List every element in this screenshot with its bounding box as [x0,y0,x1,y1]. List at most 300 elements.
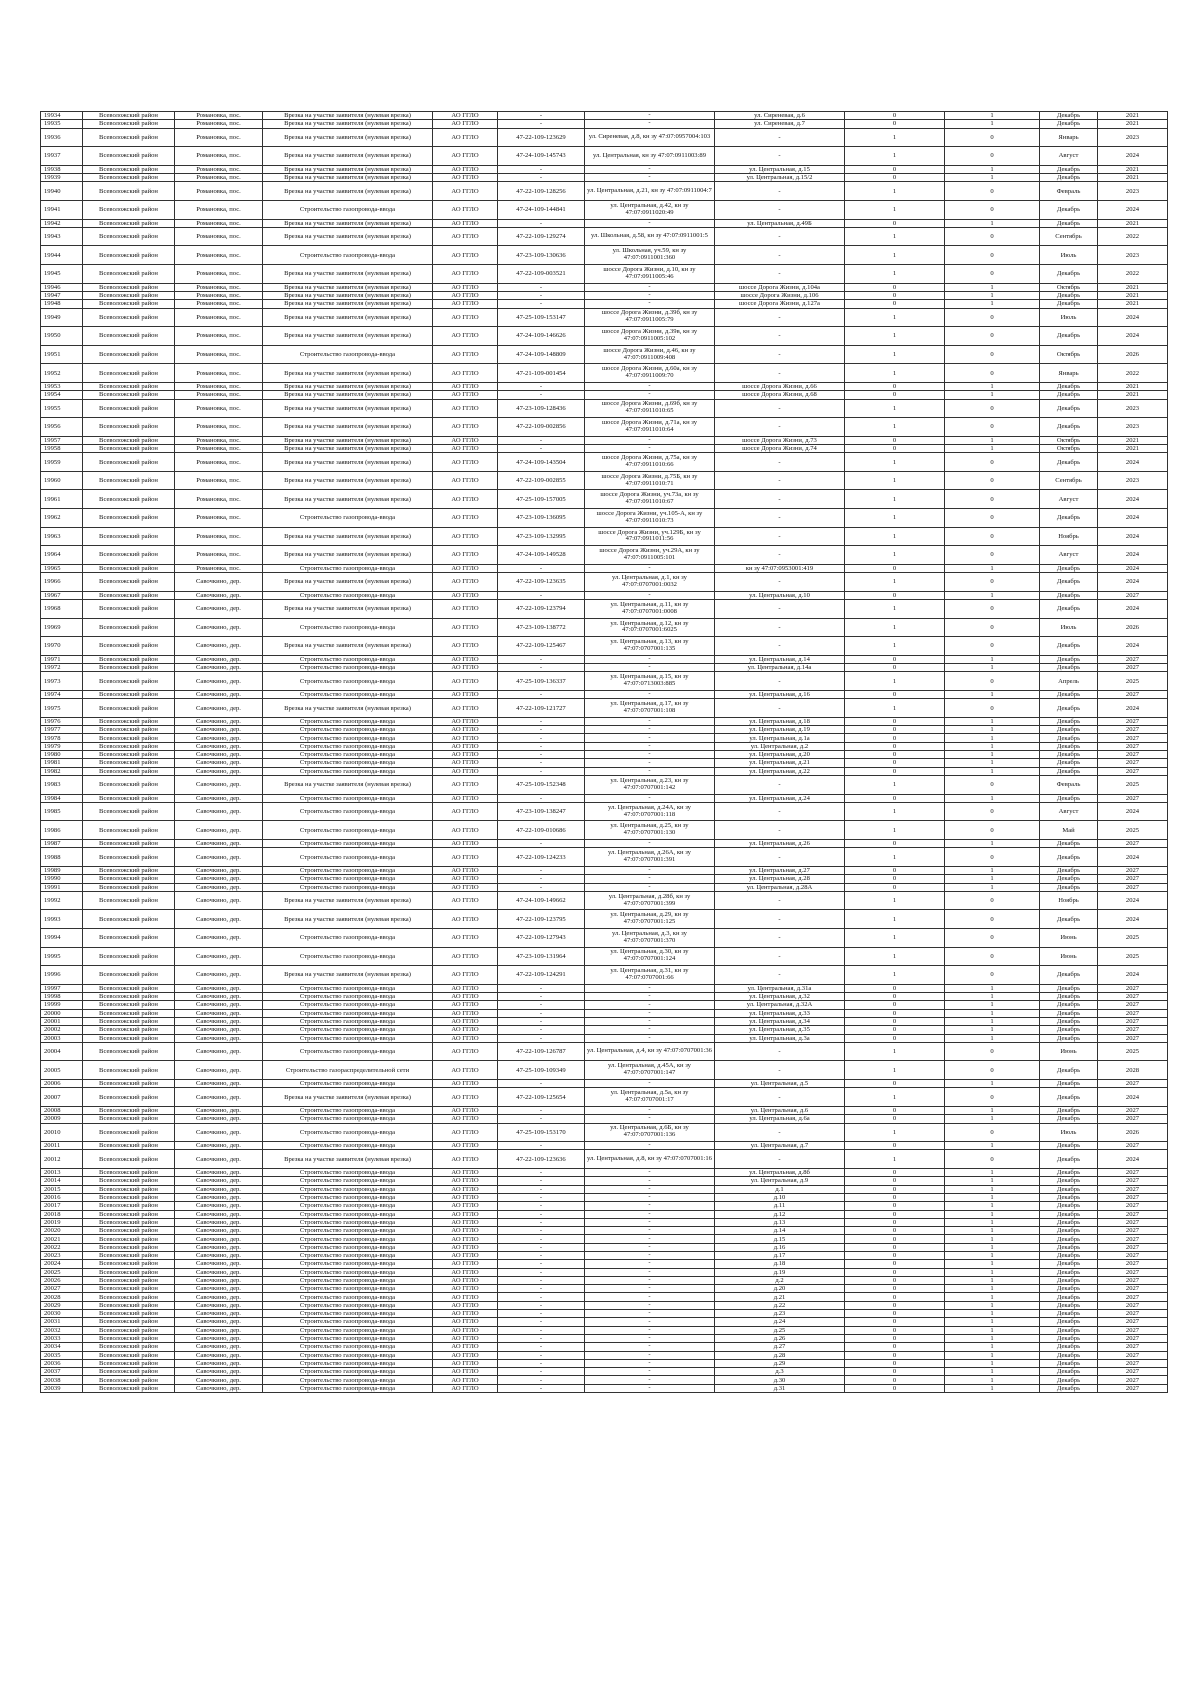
settlement-cell: Савочкино, дер. [175,1243,263,1251]
table-row [41,591,1168,599]
settlement-cell: Савочкино, дер. [175,1368,263,1376]
district-cell: Всеволожский район [83,1106,175,1114]
settlement-cell: Романовка, пос. [175,174,263,182]
count-connected-cell: 1 [945,717,1040,725]
count-applications-cell: 1 [845,418,945,437]
row-number-cell: 20015 [41,1185,83,1193]
year-cell: 2027 [1098,840,1168,848]
address-cadastral-cell: шоссе Дорога Жизни, д.71а, кн зу 47:07:0911010:64 [585,418,715,437]
year-cell: 2027 [1098,1115,1168,1123]
application-number-cell: - [498,655,585,663]
work-type-cell: Врезка на участке заявителя (нулевая врезка) [263,182,433,201]
address-cell: ул. Центральная, д.2 [715,742,845,750]
address-cadastral-cell: - [585,1343,715,1351]
address-cadastral-cell: ул. Центральная, д.23, кн зу 47:07:0707001:142 [585,775,715,794]
organization-cell: АО ГГЛО [433,1042,498,1061]
count-connected-cell: 0 [945,699,1040,718]
district-cell: Всеволожский район [83,174,175,182]
table-row [41,802,1168,821]
settlement-cell: Савочкино, дер. [175,1310,263,1318]
month-cell: Декабрь [1040,1218,1098,1226]
address-cadastral-cell: ул. Школьная, д.58, кн зу 47:07:0911001:5 [585,227,715,246]
year-cell: 2024 [1098,891,1168,910]
address-cadastral-cell: - [585,726,715,734]
count-connected-cell: 1 [945,1193,1040,1201]
address-cell: д.13 [715,1218,845,1226]
address-cell: - [715,399,845,418]
count-connected-cell: 1 [945,174,1040,182]
application-number-cell: 47-23-109-136095 [498,509,585,528]
row-number-cell: 19967 [41,591,83,599]
settlement-cell: Савочкино, дер. [175,1001,263,1009]
table-row [41,120,1168,128]
row-number-cell: 19972 [41,664,83,672]
year-cell: 2024 [1098,910,1168,929]
year-cell: 2025 [1098,947,1168,966]
organization-cell: АО ГГЛО [433,1268,498,1276]
district-cell: Всеволожский район [83,327,175,346]
row-number-cell: 20032 [41,1326,83,1334]
work-type-cell: Врезка на участке заявителя (нулевая врезка) [263,573,433,592]
count-applications-cell: 0 [845,1106,945,1114]
work-type-cell: Строительство газопровода-ввода [263,751,433,759]
table-row [41,364,1168,383]
table-row [41,1169,1168,1177]
count-applications-cell: 0 [845,1017,945,1025]
application-number-cell: - [498,691,585,699]
table-row [41,1123,1168,1142]
organization-cell: АО ГГЛО [433,399,498,418]
organization-cell: АО ГГЛО [433,672,498,691]
address-cadastral-cell: - [585,742,715,750]
application-number-cell: - [498,866,585,874]
work-type-cell: Врезка на участке заявителя (нулевая врезка) [263,391,433,399]
count-connected-cell: 0 [945,527,1040,546]
settlement-cell: Савочкино, дер. [175,1026,263,1034]
organization-cell: АО ГГЛО [433,891,498,910]
count-applications-cell: 1 [845,618,945,637]
row-number-cell: 20023 [41,1252,83,1260]
count-connected-cell: 1 [945,391,1040,399]
work-type-cell: Строительство газопровода-ввода [263,1042,433,1061]
work-type-cell: Врезка на участке заявителя (нулевая врезка) [263,471,433,490]
organization-cell: АО ГГЛО [433,1260,498,1268]
application-number-cell: - [498,1202,585,1210]
address-cell: ул. Центральная, д.32А [715,1001,845,1009]
address-cadastral-cell: - [585,1243,715,1251]
work-type-cell: Врезка на участке заявителя (нулевая врезка) [263,699,433,718]
year-cell: 2027 [1098,734,1168,742]
count-connected-cell: 1 [945,1106,1040,1114]
row-number-cell: 19964 [41,546,83,565]
settlement-cell: Савочкино, дер. [175,1351,263,1359]
table-row [41,966,1168,985]
organization-cell: АО ГГЛО [433,364,498,383]
row-number-cell: 19996 [41,966,83,985]
count-applications-cell: 0 [845,1001,945,1009]
count-connected-cell: 0 [945,891,1040,910]
district-cell: Всеволожский район [83,1115,175,1123]
address-cell: - [715,821,845,840]
count-applications-cell: 0 [845,300,945,308]
count-connected-cell: 0 [945,1061,1040,1080]
month-cell: Август [1040,546,1098,565]
district-cell: Всеволожский район [83,947,175,966]
count-applications-cell: 0 [845,283,945,291]
count-applications-cell: 0 [845,1343,945,1351]
settlement-cell: Савочкино, дер. [175,848,263,867]
settlement-cell: Романовка, пос. [175,327,263,346]
organization-cell: АО ГГЛО [433,453,498,472]
table-row [41,1142,1168,1150]
district-cell: Всеволожский район [83,1343,175,1351]
table-row [41,1001,1168,1009]
district-cell: Всеволожский район [83,1318,175,1326]
address-cadastral-cell: ул. Центральная, д.8, кн зу 47:07:0707001:16 [585,1150,715,1169]
table-row [41,1384,1168,1392]
address-cadastral-cell: - [585,1293,715,1301]
month-cell: Декабрь [1040,300,1098,308]
count-applications-cell: 0 [845,794,945,802]
row-number-cell: 20022 [41,1243,83,1251]
application-number-cell: - [498,1142,585,1150]
month-cell: Декабрь [1040,200,1098,219]
count-applications-cell: 0 [845,1227,945,1235]
count-applications-cell: 0 [845,691,945,699]
settlement-cell: Савочкино, дер. [175,1343,263,1351]
address-cadastral-cell: - [585,1017,715,1025]
work-type-cell: Строительство газопровода-ввода [263,848,433,867]
table-row [41,775,1168,794]
organization-cell: АО ГГЛО [433,1343,498,1351]
month-cell: Сентябрь [1040,227,1098,246]
count-connected-cell: 0 [945,345,1040,364]
table-row [41,1227,1168,1235]
year-cell: 2027 [1098,726,1168,734]
settlement-cell: Савочкино, дер. [175,1009,263,1017]
district-cell: Всеволожский район [83,591,175,599]
count-applications-cell: 1 [845,546,945,565]
count-connected-cell: 0 [945,672,1040,691]
year-cell: 2021 [1098,219,1168,227]
organization-cell: АО ГГЛО [433,1276,498,1284]
application-number-cell: 47-23-109-130636 [498,246,585,265]
address-cadastral-cell: шоссе Дорога Жизни, д.10, кн зу 47:07:0911005:46 [585,265,715,284]
address-cadastral-cell: - [585,382,715,390]
work-type-cell: Строительство газопровода-ввода [263,345,433,364]
organization-cell: АО ГГЛО [433,767,498,775]
work-type-cell: Врезка на участке заявителя (нулевая врезка) [263,120,433,128]
count-connected-cell: 1 [945,1343,1040,1351]
application-number-cell: - [498,436,585,444]
address-cadastral-cell: ул. Центральная, д.21, кн зу 47:07:0911004:7 [585,182,715,201]
settlement-cell: Савочкино, дер. [175,1088,263,1107]
table-row [41,875,1168,883]
settlement-cell: Савочкино, дер. [175,1042,263,1061]
address-cadastral-cell: - [585,1301,715,1309]
address-cell: ул. Центральная, д.5 [715,1080,845,1088]
year-cell: 2024 [1098,1088,1168,1107]
year-cell: 2025 [1098,775,1168,794]
application-number-cell: - [498,1034,585,1042]
district-cell: Всеволожский район [83,453,175,472]
district-cell: Всеволожский район [83,691,175,699]
work-type-cell: Строительство газопровода-ввода [263,1115,433,1123]
application-number-cell: - [498,165,585,173]
table-row [41,1326,1168,1334]
application-number-cell: 47-22-109-123629 [498,128,585,147]
organization-cell: АО ГГЛО [433,291,498,299]
district-cell: Всеволожский район [83,444,175,452]
settlement-cell: Савочкино, дер. [175,1106,263,1114]
register-body [41,112,1168,1393]
application-number-cell: 47-25-109-109349 [498,1061,585,1080]
settlement-cell: Савочкино, дер. [175,699,263,718]
table-row [41,1088,1168,1107]
address-cadastral-cell: - [585,875,715,883]
district-cell: Всеволожский район [83,1310,175,1318]
count-applications-cell: 0 [845,436,945,444]
address-cadastral-cell: ул. Центральная, д.11, кн зу 47:07:0707001:0008 [585,600,715,619]
row-number-cell: 19963 [41,527,83,546]
table-row [41,1368,1168,1376]
district-cell: Всеволожский район [83,600,175,619]
organization-cell: АО ГГЛО [433,848,498,867]
district-cell: Всеволожский район [83,1334,175,1342]
table-row [41,200,1168,219]
count-applications-cell: 0 [845,1009,945,1017]
count-applications-cell: 0 [845,1115,945,1123]
organization-cell: АО ГГЛО [433,883,498,891]
gasification-register-table [40,111,1168,1393]
settlement-cell: Романовка, пос. [175,391,263,399]
settlement-cell: Савочкино, дер. [175,1150,263,1169]
row-number-cell: 20018 [41,1210,83,1218]
address-cadastral-cell: - [585,219,715,227]
address-cell: - [715,775,845,794]
settlement-cell: Романовка, пос. [175,382,263,390]
settlement-cell: Савочкино, дер. [175,655,263,663]
district-cell: Всеволожский район [83,759,175,767]
count-connected-cell: 1 [945,1334,1040,1342]
month-cell: Декабрь [1040,699,1098,718]
count-applications-cell: 0 [845,1218,945,1226]
month-cell: Декабрь [1040,1293,1098,1301]
district-cell: Всеволожский район [83,1218,175,1226]
address-cell: - [715,453,845,472]
work-type-cell: Строительство газопровода-ввода [263,929,433,948]
address-cadastral-cell: - [585,1318,715,1326]
month-cell: Декабрь [1040,399,1098,418]
work-type-cell: Строительство газопровода-ввода [263,564,433,572]
address-cadastral-cell: - [585,283,715,291]
month-cell: Декабрь [1040,664,1098,672]
address-cadastral-cell: - [585,883,715,891]
year-cell: 2027 [1098,1359,1168,1367]
month-cell: Декабрь [1040,767,1098,775]
district-cell: Всеволожский район [83,308,175,327]
month-cell: Декабрь [1040,1202,1098,1210]
address-cadastral-cell: - [585,1351,715,1359]
address-cell: ул. Сиреневая, д.6 [715,112,845,120]
count-connected-cell: 1 [945,1260,1040,1268]
count-connected-cell: 1 [945,1384,1040,1392]
year-cell: 2027 [1098,1001,1168,1009]
work-type-cell: Строительство газопровода-ввода [263,734,433,742]
address-cadastral-cell: ул. Центральная, д.26А, кн зу 47:07:0707001:391 [585,848,715,867]
month-cell: Февраль [1040,775,1098,794]
district-cell: Всеволожский район [83,993,175,1001]
address-cadastral-cell: - [585,734,715,742]
count-applications-cell: 0 [845,1359,945,1367]
count-applications-cell: 0 [845,742,945,750]
address-cadastral-cell: - [585,1260,715,1268]
application-number-cell: - [498,1285,585,1293]
address-cell: - [715,1042,845,1061]
address-cell: ул. Центральная, д.32 [715,993,845,1001]
month-cell: Декабрь [1040,1210,1098,1218]
district-cell: Всеволожский район [83,1142,175,1150]
month-cell: Декабрь [1040,751,1098,759]
organization-cell: АО ГГЛО [433,1235,498,1243]
district-cell: Всеволожский район [83,1326,175,1334]
count-applications-cell: 0 [845,726,945,734]
address-cell: д.21 [715,1293,845,1301]
year-cell: 2027 [1098,1252,1168,1260]
count-applications-cell: 0 [845,165,945,173]
table-row [41,637,1168,656]
organization-cell: АО ГГЛО [433,391,498,399]
row-number-cell: 19954 [41,391,83,399]
table-row [41,1310,1168,1318]
table-row [41,840,1168,848]
count-connected-cell: 1 [945,883,1040,891]
address-cell: - [715,1150,845,1169]
settlement-cell: Савочкино, дер. [175,664,263,672]
application-number-cell: - [498,1026,585,1034]
district-cell: Всеволожский район [83,291,175,299]
organization-cell: АО ГГЛО [433,308,498,327]
settlement-cell: Савочкино, дер. [175,637,263,656]
application-number-cell: 47-22-109-126787 [498,1042,585,1061]
application-number-cell: - [498,1001,585,1009]
application-number-cell: - [498,1017,585,1025]
work-type-cell: Врезка на участке заявителя (нулевая врезка) [263,891,433,910]
settlement-cell: Савочкино, дер. [175,840,263,848]
count-applications-cell: 1 [845,910,945,929]
count-applications-cell: 0 [845,1260,945,1268]
address-cadastral-cell: - [585,300,715,308]
row-number-cell: 20016 [41,1193,83,1201]
count-applications-cell: 0 [845,993,945,1001]
count-applications-cell: 0 [845,759,945,767]
count-connected-cell: 0 [945,600,1040,619]
count-applications-cell: 0 [845,1243,945,1251]
count-connected-cell: 0 [945,775,1040,794]
year-cell: 2025 [1098,672,1168,691]
work-type-cell: Врезка на участке заявителя (нулевая врезка) [263,382,433,390]
district-cell: Всеволожский район [83,664,175,672]
row-number-cell: 19977 [41,726,83,734]
year-cell: 2021 [1098,283,1168,291]
organization-cell: АО ГГЛО [433,1252,498,1260]
address-cadastral-cell: - [585,1334,715,1342]
year-cell: 2027 [1098,1293,1168,1301]
year-cell: 2027 [1098,1210,1168,1218]
table-row [41,691,1168,699]
application-number-cell: - [498,734,585,742]
table-row [41,444,1168,452]
address-cell: д.25 [715,1326,845,1334]
month-cell: Декабрь [1040,382,1098,390]
count-applications-cell: 0 [845,1034,945,1042]
month-cell: Декабрь [1040,726,1098,734]
year-cell: 2027 [1098,751,1168,759]
settlement-cell: Савочкино, дер. [175,929,263,948]
month-cell: Декабрь [1040,573,1098,592]
table-row [41,509,1168,528]
month-cell: Декабрь [1040,1142,1098,1150]
count-connected-cell: 1 [945,591,1040,599]
address-cell: - [715,227,845,246]
year-cell: 2027 [1098,1384,1168,1392]
count-connected-cell: 0 [945,200,1040,219]
count-applications-cell: 1 [845,527,945,546]
count-applications-cell: 0 [845,1026,945,1034]
organization-cell: АО ГГЛО [433,573,498,592]
year-cell: 2027 [1098,1017,1168,1025]
address-cadastral-cell: - [585,291,715,299]
year-cell: 2027 [1098,984,1168,992]
year-cell: 2027 [1098,1080,1168,1088]
settlement-cell: Савочкино, дер. [175,672,263,691]
application-number-cell: 47-23-109-131964 [498,947,585,966]
month-cell: Июль [1040,308,1098,327]
row-number-cell: 20021 [41,1235,83,1243]
table-row [41,742,1168,750]
row-number-cell: 19956 [41,418,83,437]
district-cell: Всеволожский район [83,1235,175,1243]
count-applications-cell: 0 [845,875,945,883]
table-row [41,391,1168,399]
organization-cell: АО ГГЛО [433,182,498,201]
table-row [41,866,1168,874]
year-cell: 2028 [1098,1061,1168,1080]
settlement-cell: Савочкино, дер. [175,1227,263,1235]
settlement-cell: Романовка, пос. [175,490,263,509]
count-applications-cell: 0 [845,1334,945,1342]
address-cadastral-cell: ул. Центральная, д.15, кн зу 47:07:0713003:885 [585,672,715,691]
row-number-cell: 19989 [41,866,83,874]
count-applications-cell: 0 [845,1276,945,1284]
table-row [41,984,1168,992]
count-connected-cell: 1 [945,1376,1040,1384]
row-number-cell: 19962 [41,509,83,528]
address-cell: шоссе Дорога Жизни, д.73 [715,436,845,444]
row-number-cell: 20002 [41,1026,83,1034]
address-cell: д.10 [715,1193,845,1201]
organization-cell: АО ГГЛО [433,1351,498,1359]
district-cell: Всеволожский район [83,546,175,565]
row-number-cell: 20003 [41,1034,83,1042]
address-cell: - [715,327,845,346]
application-number-cell: - [498,759,585,767]
row-number-cell: 19953 [41,382,83,390]
count-applications-cell: 1 [845,573,945,592]
year-cell: 2027 [1098,759,1168,767]
work-type-cell: Врезка на участке заявителя (нулевая врезка) [263,637,433,656]
application-number-cell: - [498,300,585,308]
